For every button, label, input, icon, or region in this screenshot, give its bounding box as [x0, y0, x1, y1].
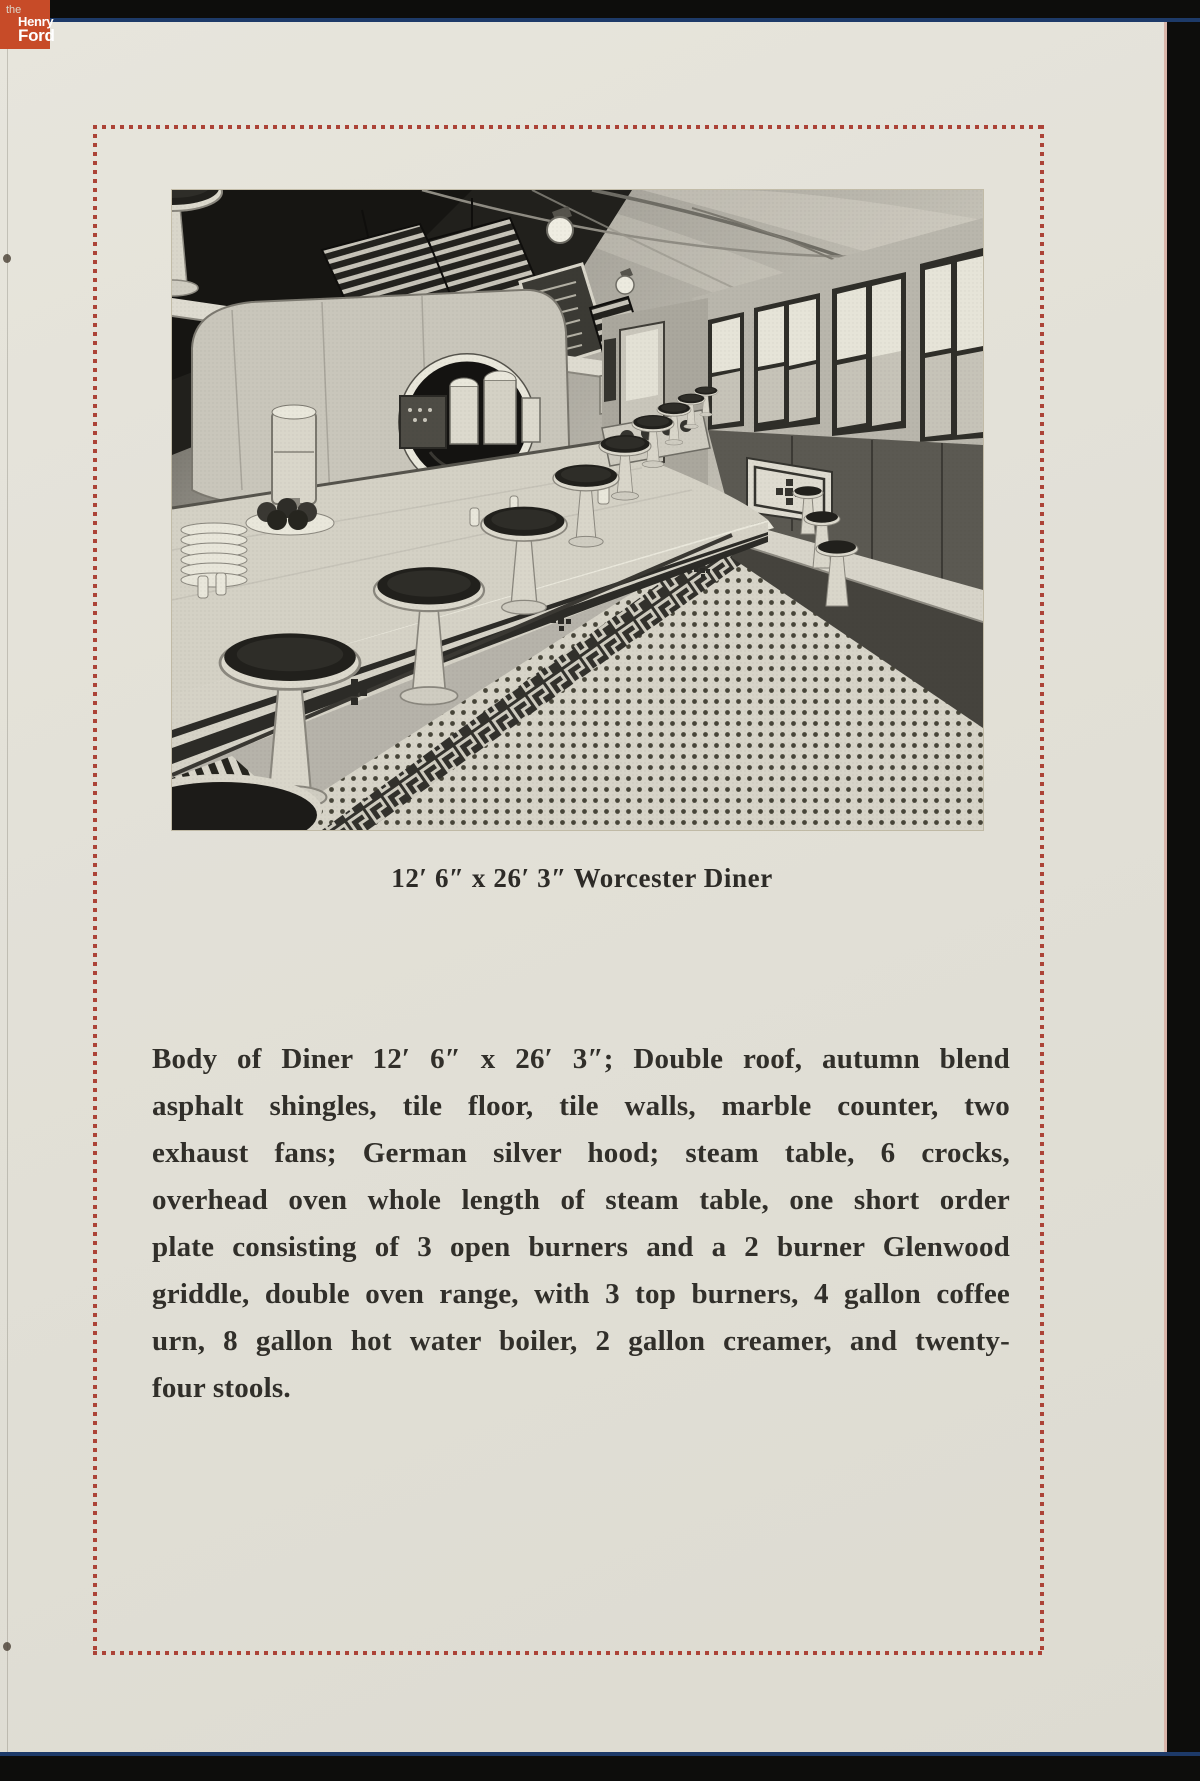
catalog-page — [0, 22, 1164, 1752]
paragraph-line: asphalt shingles, tile floor, tile walls, marble counter, two — [152, 1090, 1010, 1122]
paragraph-line: urn, 8 gallon hot water boiler, 2 gallon creamer, and twenty- — [152, 1325, 1010, 1357]
page-crease — [7, 22, 8, 1752]
paragraph-line: exhaust fans; German silver hood; steam table, 6 crocks, — [152, 1137, 1010, 1169]
paragraph-line: four stools. — [152, 1372, 291, 1404]
binding-mark — [3, 1642, 11, 1651]
dotted-border-right — [1040, 125, 1044, 1655]
paragraph-line: griddle, double oven range, with 3 top burners, 4 gallon coffee — [152, 1278, 1010, 1310]
paragraph-line: plate consisting of 3 open burners and a 2 burner Glenwood — [152, 1231, 1010, 1263]
scan-edge-line-bottom — [0, 1752, 1200, 1756]
halftone-texture — [172, 190, 983, 830]
paragraph-line: Body of Diner 12′ 6″ x 26′ 3″; Double roof, autumn blend — [152, 1043, 1010, 1075]
page-edge-highlight — [1164, 22, 1167, 1752]
dotted-border-left — [93, 125, 97, 1655]
dotted-border-top — [93, 125, 1044, 129]
paragraph-line: overhead oven whole length of steam table, one short order — [152, 1184, 1010, 1216]
diner-interior-photograph — [172, 190, 983, 830]
logo-word-ford: Ford — [18, 26, 55, 45]
dotted-border-bottom — [93, 1651, 1044, 1655]
photo-caption: 12′ 6″ x 26′ 3″ Worcester Diner — [391, 863, 773, 893]
description-paragraph — [152, 1036, 1010, 1412]
the-henry-ford-logo — [0, 0, 55, 49]
binding-mark — [3, 254, 11, 263]
logo-word-the: the — [6, 4, 22, 16]
logo-word-henry: Henry — [18, 14, 54, 29]
